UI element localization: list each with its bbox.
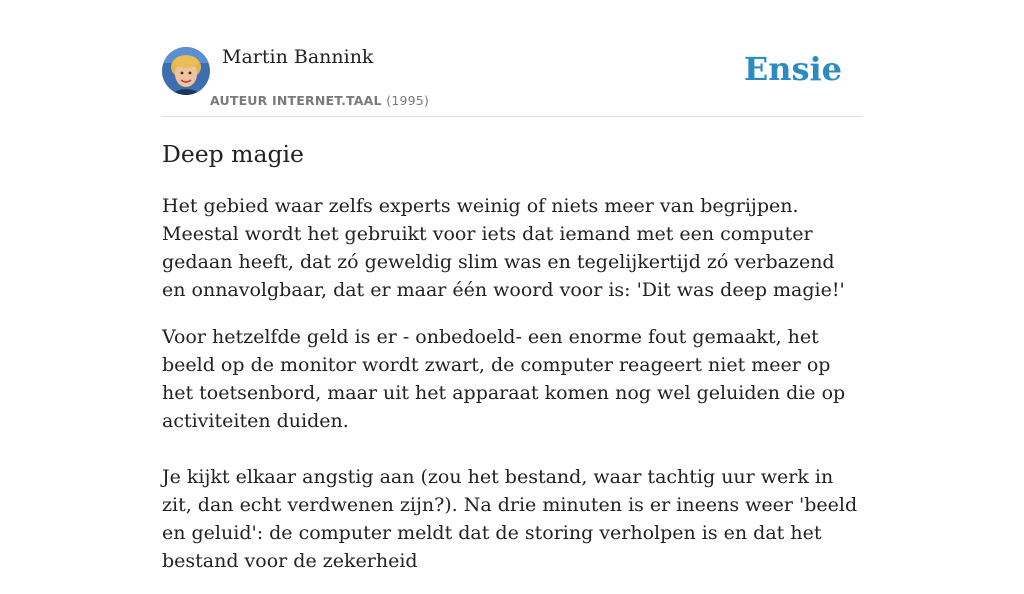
author-photo-icon	[162, 47, 210, 95]
author-avatar[interactable]	[162, 47, 210, 95]
article-title: Deep magie	[162, 140, 304, 168]
author-role-label: AUTEUR INTERNET.TAAL	[210, 93, 382, 108]
author-role	[210, 93, 429, 108]
article-paragraph-2: Voor hetzelfde geld is er - onbedoeld- een enorme fout gemaakt, het beeld op de monitor wordt zwart, de computer reageert niet meer op het toetsenbord, maar uit het apparaat komen nog wel geluiden die op activiteiten duiden. Je kijkt elkaar angstig aan (zou het bestand, waar tachtig uur werk in zit, dan echt verdwenen zijn?). Na drie minuten is er ineens weer 'beeld en geluid': de computer meldt dat de storing verholpen is en dat het bestand voor de zekerheid	[162, 326, 858, 572]
site-header	[162, 0, 862, 117]
article-paragraph-1: Het gebied waar zelfs experts weinig of niets meer van begrijpen. Meestal wordt het gebruikt voor iets dat iemand met een computer gedaan heeft, dat zó geweldig slim was en tegelijkertijd zó verbazend en onnavolgbaar, dat er maar één woord voor is: 'Dit was deep magie!'	[162, 195, 845, 301]
article	[162, 138, 864, 594]
ensie-logo[interactable]: Ensie	[743, 50, 842, 88]
author-role-year: (1995)	[386, 93, 430, 108]
author-name[interactable]: Martin Bannink	[222, 46, 374, 68]
